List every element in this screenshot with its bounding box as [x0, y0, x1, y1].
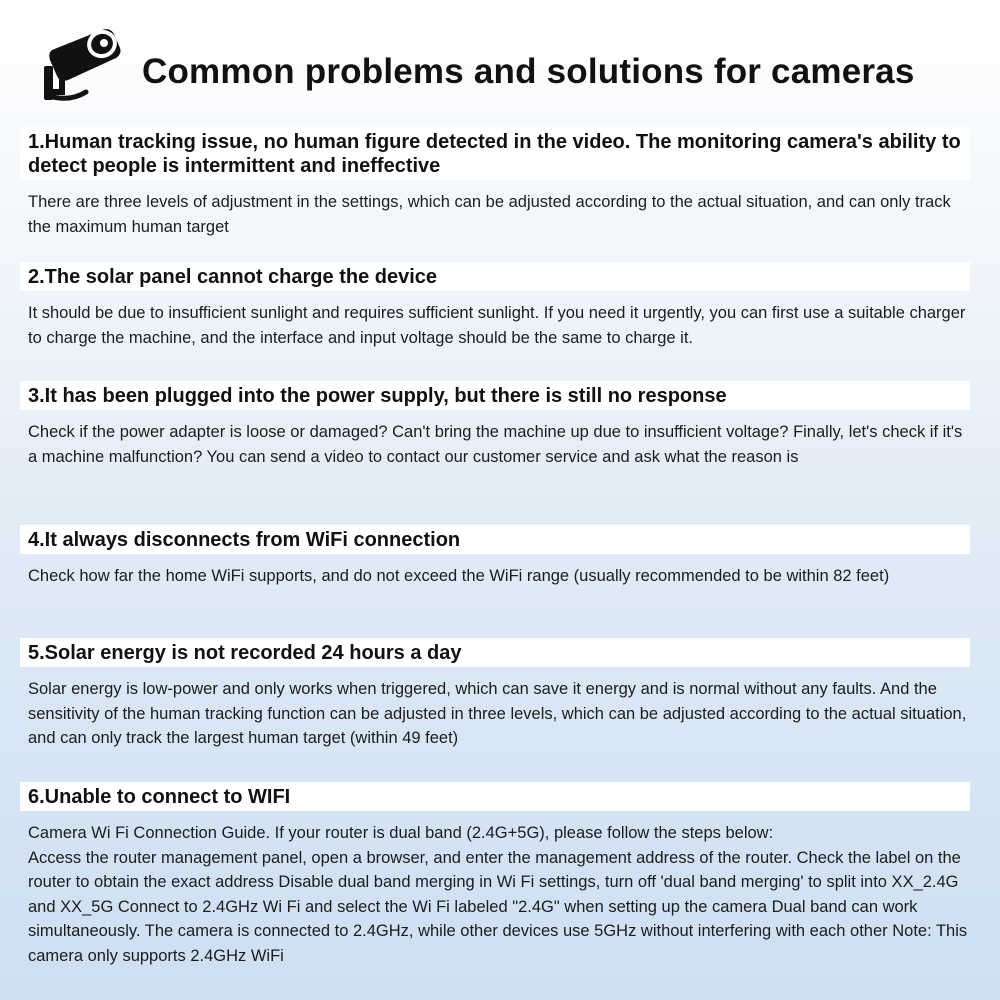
page-title: Common problems and solutions for cameras: [142, 52, 915, 91]
faq-answer-text: Access the router management panel, open a browser, and enter the management address of the router. Check the label on the router to obtain the exact address Disable dual band merging in Wi Fi settings, turn off 'dual band merging' to split into XX_2.4G and XX_5G Connect to 2.4GHz Wi Fi and select the Wi Fi labeled "2.4G" when setting up the camera Dual band can work simultaneously. The camera is connected to 2.4GHz, while other devices use 5GHz without interfering with each other Note: This camera only supports 2.4GHz WiFi: [28, 848, 968, 965]
faq-item-3: [20, 381, 970, 469]
faq-question: 6.Unable to connect to WIFI: [20, 782, 970, 811]
faq-item-6: [20, 782, 970, 968]
faq-answer: [20, 667, 970, 751]
faq-answer: [20, 554, 970, 589]
faq-answer: [20, 410, 970, 469]
faq-answer-text: Check if the power adapter is loose or damaged? Can't bring the machine up due to insufficient voltage? Finally, let's check if it's a machine malfunction? You can send a video to contact our customer service and ask what the reason is: [28, 423, 963, 466]
faq-item-5: [20, 638, 970, 751]
faq-item-2: [20, 262, 970, 350]
faq-question: 3.It has been plugged into the power supply, but there is still no response: [20, 381, 970, 410]
faq-answer: [20, 180, 970, 239]
faq-answer-text: There are three levels of adjustment in the settings, which can be adjusted according to the actual situation, and can only track the maximum human target: [28, 193, 951, 236]
faq-item-4: [20, 525, 970, 589]
faq-answer-text: Camera Wi Fi Connection Guide. If your router is dual band (2.4G+5G), please follow the steps below:: [28, 824, 774, 842]
faq-answer: [20, 291, 970, 350]
faq-answer-text: Solar energy is low-power and only works when triggered, which can save it energy and is normal without any faults. And the sensitivity of the human tracking function can be adjusted in three levels, which can be adjusted according to the actual situation, and can only track the largest human target (within 49 feet): [28, 680, 967, 747]
faq-answer-text: It should be due to insufficient sunlight and requires sufficient sunlight. If you need it urgently, you can first use a suitable charger to charge the machine, and the interface and input voltage should be the same to charge it.: [28, 304, 966, 347]
faq-question: 5.Solar energy is not recorded 24 hours a day: [20, 638, 970, 667]
faq-answer-text: Check how far the home WiFi supports, and do not exceed the WiFi range (usually recommended to be within 82 feet): [28, 567, 890, 585]
faq-question: 2.The solar panel cannot charge the device: [20, 262, 970, 291]
faq-answer: [20, 811, 970, 968]
faq-question: 4.It always disconnects from WiFi connection: [20, 525, 970, 554]
page-header: [0, 0, 1000, 120]
security-camera-icon: [40, 22, 126, 104]
faq-item-1: [20, 127, 970, 239]
faq-question: 1.Human tracking issue, no human figure detected in the video. The monitoring camera's ability to detect people is intermittent and ineffective: [20, 127, 970, 180]
